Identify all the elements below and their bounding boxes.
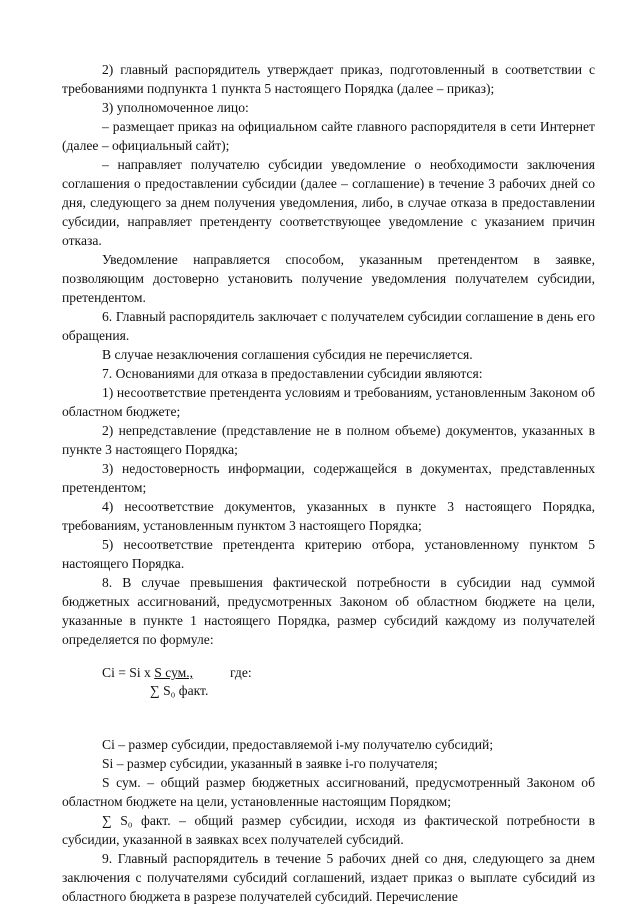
paragraph: Si – размер субсидии, указанный в заявке i-го получателя; — [102, 756, 438, 771]
paragraph: 2) главный распорядитель утверждает приказ, подготовленный в соответствии с требованиями подпункта 1 пункта 5 настоящего Порядка (далее – приказ); — [62, 62, 595, 96]
paragraphs-bottom — [62, 735, 595, 906]
paragraph: 5) несоответствие претендента критерию отбора, установленному пунктом 5 настоящего Порядка. — [62, 537, 595, 571]
paragraph: 3) недостоверность информации, содержащейся в документах, представленных претендентом; — [62, 461, 595, 495]
paragraph: – размещает приказ на официальном сайте главного распорядителя в сети Интернет (далее – официальный сайт); — [62, 119, 595, 153]
paragraph: 9. Главный распорядитель в течение 5 рабочих дней со дня, следующего за днем заключения с получателями субсидий соглашений, издает приказ о выплате субсидий из областного бюджета в разрезе получателей субсидий. Перечисление — [62, 851, 595, 904]
paragraph: В случае незаключения соглашения субсидия не перечисляется. — [102, 347, 473, 362]
formula-denominator: ∑ S₀ факт. — [150, 683, 209, 698]
subsidy-formula — [62, 663, 595, 717]
paragraph: ∑ S₀ факт. – общий размер субсидии, исходя из фактической потребности в субсидии, указанной в заявках всех получателей субсидий. — [62, 813, 595, 847]
paragraph: 4) несоответствие документов, указанных в пункте 3 настоящего Порядка, требованиям, установленным пунктом 3 настоящего Порядка; — [62, 499, 595, 533]
paragraph: 1) несоответствие претендента условиям и требованиям, установленным Законом об областном бюджете; — [62, 385, 595, 419]
paragraph: 3) уполномоченное лицо: — [102, 100, 249, 115]
paragraph: 6. Главный распорядитель заключает с получателем субсидии соглашение в день его обращения. — [62, 309, 595, 343]
formula-numerator-line — [102, 663, 193, 682]
paragraph: 2) непредставление (представление не в полном объеме) документов, указанных в пункте 3 настоящего Порядка; — [62, 423, 595, 457]
document-body — [62, 60, 595, 906]
paragraph: Ci – размер субсидии, предоставляемой i-му получателю субсидий; — [102, 737, 494, 752]
paragraph: – направляет получателю субсидии уведомление о необходимости заключения соглашения о предоставлении субсидии (далее – соглашение) в течение 3 рабочих дней со дня, следующего за днем получения уведомления, либо, в случае отказа в предоставлении субсидии, направляет претенденту соответствующее уведомление с указанием причин отказа. — [62, 157, 595, 248]
paragraph: 7. Основаниями для отказа в предоставлении субсидии являются: — [102, 366, 483, 381]
paragraph: 8. В случае превышения фактической потребности в субсидии над суммой бюджетных ассигнований, предусмотренных Законом об областном бюджете на цели, указанные в пункте 1 настоящего Порядка, размер субсидий каждому из получателей определяется по формуле: — [62, 575, 595, 647]
formula-numerator: S сум., — [154, 665, 194, 680]
paragraph: S сум. – общий размер бюджетных ассигнований, предусмотренный Законом об областном бюджете на цели, установленные настоящим Порядком; — [62, 775, 595, 809]
paragraphs-top — [62, 60, 595, 649]
paragraph: Уведомление направляется способом, указанным претендентом в заявке, позволяющим достоверно установить получение уведомления получателем субсидии, претендентом. — [62, 252, 595, 305]
formula-lhs: Ci = Si x — [102, 665, 155, 680]
formula-where: где: — [230, 665, 252, 680]
